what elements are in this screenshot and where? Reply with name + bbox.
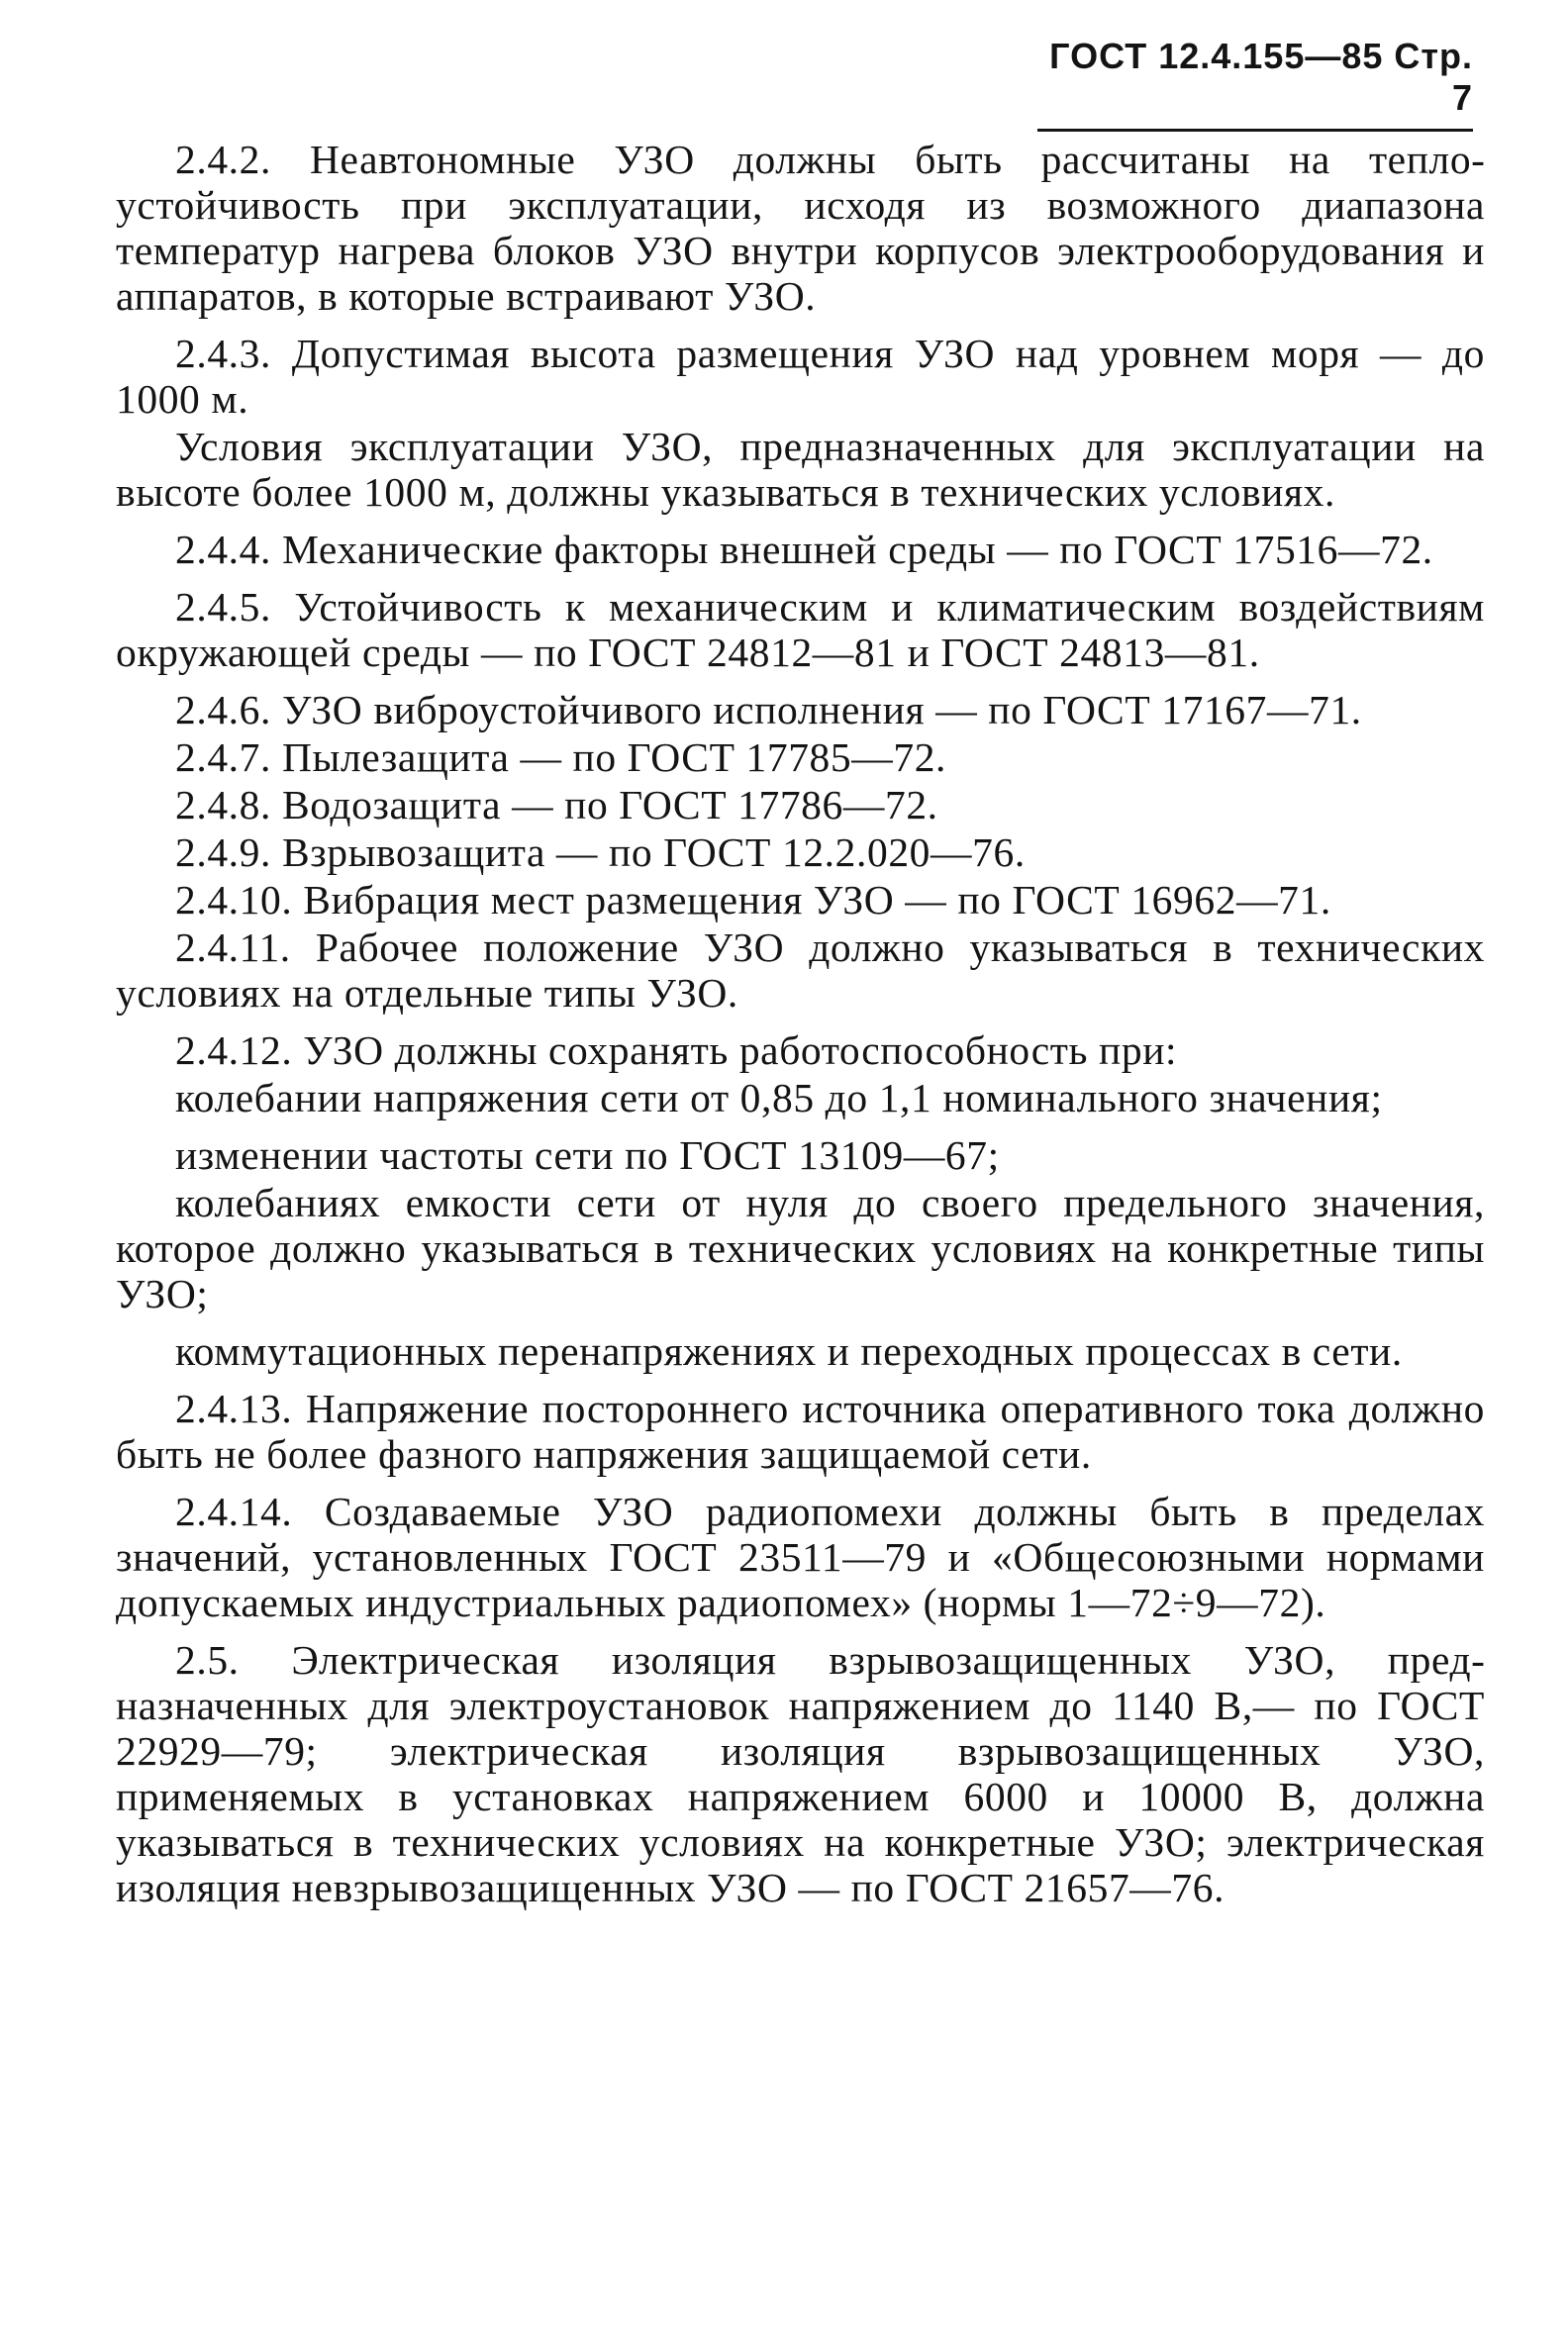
paragraph-2-4-14: 2.4.14. Создаваемые УЗО радиопомехи должны быть в пределах значений, установленных ГОСТ 23511—79 и «Общесоюзными нормами допускаемых индустриальных радиопомех» (нормы 1—72÷9—72).	[116, 1489, 1485, 1625]
paragraph-2-4-11: 2.4.11. Рабочее положение УЗО должно указываться в технических условиях на отдельные типы УЗО.	[116, 924, 1485, 1016]
paragraph-2-4-5: 2.4.5. Устойчивость к механическим и климатическим воздействиям окружающей среды — по ГОСТ 24812—81 и ГОСТ 24813—81.	[116, 584, 1485, 675]
paragraph-2-4-12: 2.4.12. УЗО должны сохранять работоспособность при:	[175, 1027, 1178, 1073]
paragraph-2-4-7: 2.4.7. Пылезащита — по ГОСТ 17785—72.	[175, 734, 947, 780]
list-item-voltage-fluctuation: колебании напряжения сети от 0,85 до 1,1 номинального значения;	[175, 1075, 1383, 1120]
list-item-capacitance-fluctuation: колебаниях емкости сети от нуля до своего предельного значения, которое должно указываться в технических условиях на конкретные типы УЗО;	[116, 1180, 1485, 1316]
paragraph-2-4-10: 2.4.10. Вибрация мест размещения УЗО — по ГОСТ 16962—71.	[175, 877, 1331, 922]
paragraph-2-4-4: 2.4.4. Механические факторы внешней среды — по ГОСТ 17516—72.	[175, 527, 1433, 572]
paragraph-2-4-3: 2.4.3. Допустимая высота размещения УЗО над уровнем моря — до 1000 м.	[116, 331, 1485, 422]
document-body	[116, 137, 1485, 1922]
paragraph-2-4-6: 2.4.6. УЗО виброустойчивого исполнения — по ГОСТ 17167—71.	[175, 687, 1362, 732]
paragraph-high-altitude-conditions: Условия эксплуатации УЗО, предназначенных для эксплуатации на высоте более 1000 м, должны указываться в технических условиях.	[116, 424, 1485, 515]
paragraph-2-4-2: 2.4.2. Неавтономные УЗО должны быть рассчитаны на теплоустойчивость при эксплуатации, исходя из возможного диапазона температур нагрева блоков УЗО внутри корпусов электрооборудования и аппаратов, в которые встраивают УЗО.	[116, 137, 1485, 319]
paragraph-2-4-9: 2.4.9. Взрывозащита — по ГОСТ 12.2.020—76.	[175, 829, 1026, 875]
running-header: ГОСТ 12.4.155—85 Стр. 7	[1037, 36, 1473, 132]
paragraph-2-5: 2.5. Электрическая изоляция взрывозащищенных УЗО, предназначенных для электроустановок напряжением до 1140 В,— по ГОСТ 22929—79; электрическая изоляция взрывозащищенных УЗО, применяемых в установках напряжением 6000 и 10000 В, должна указываться в технических условиях на конкретные УЗО; электрическая изоляция невзрывозащищенных УЗО — по ГОСТ 21657—76.	[116, 1637, 1485, 1910]
list-item-frequency-change: изменении частоты сети по ГОСТ 13109—67;	[175, 1132, 1000, 1178]
paragraph-2-4-8: 2.4.8. Водозащита — по ГОСТ 17786—72.	[175, 782, 938, 827]
paragraph-2-4-13: 2.4.13. Напряжение постороннего источника оперативного тока должно быть не более фазного напряжения защищаемой сети.	[116, 1386, 1485, 1477]
list-item-switching-overvoltage: коммутационных перенапряжениях и переходных процессах в сети.	[175, 1328, 1403, 1374]
